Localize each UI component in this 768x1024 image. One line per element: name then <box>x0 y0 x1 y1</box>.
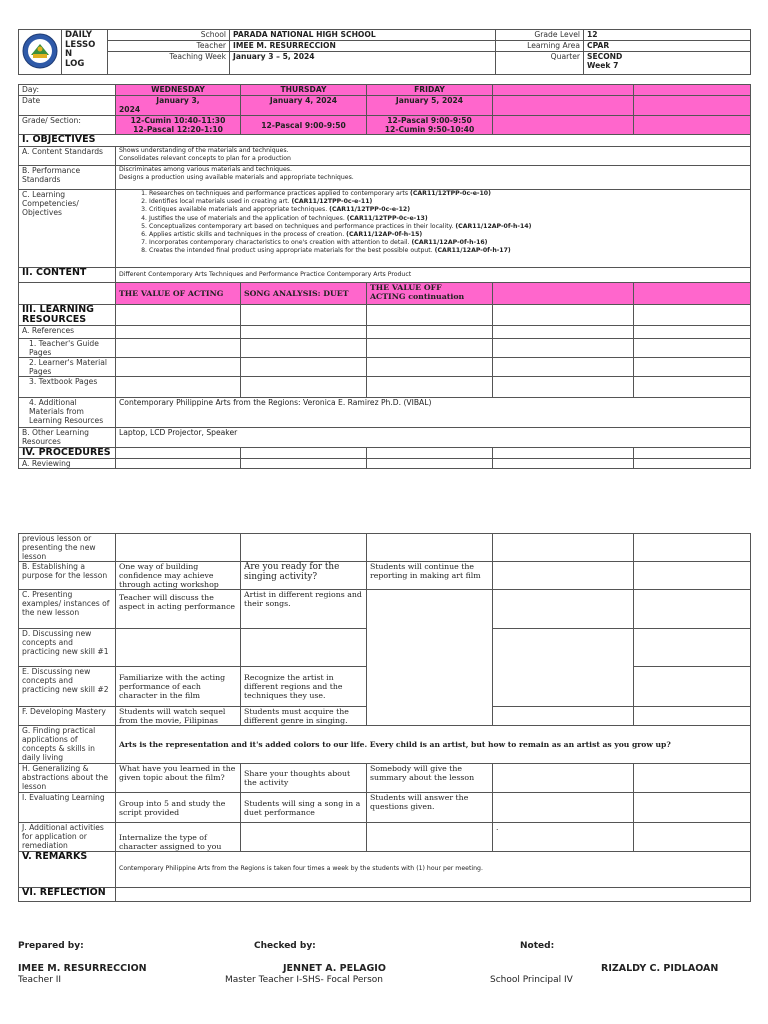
textbook-label: 3. Textbook Pages <box>19 377 116 398</box>
cell <box>634 629 751 667</box>
reflection-title: VI. REFLECTION <box>19 888 116 902</box>
cell <box>241 358 367 377</box>
cell <box>634 667 751 707</box>
performance-standards-label: B. Performance Standards <box>19 166 116 190</box>
cell <box>634 590 751 629</box>
teacher-label: Teacher <box>108 41 230 52</box>
generalizing-label: H. Generalizing & abstractions about the lesson <box>19 764 116 793</box>
prepared-title: Teacher II <box>18 975 62 985</box>
header-table <box>18 29 751 75</box>
learning-area-label: Learning Area <box>496 41 584 52</box>
cell <box>634 377 751 398</box>
cell <box>116 326 241 339</box>
cell <box>116 629 241 667</box>
cell <box>634 562 751 590</box>
reviewing-label: A. Reviewing <box>19 459 116 469</box>
cell <box>367 305 493 326</box>
cell <box>493 534 634 562</box>
cell <box>241 326 367 339</box>
content-title: II. CONTENT <box>19 268 116 283</box>
date-friday: January 5, 2024 <box>367 96 493 116</box>
purpose-wednesday: One way of building confidence may achieve through acting workshop <box>116 562 241 590</box>
competency-item: 4. Justifies the use of materials and the application of techniques. (CAR11/12TPP-0c-e-13) <box>149 215 747 223</box>
noted-label: Noted: <box>520 941 555 951</box>
competency-item: 8. Creates the intended final product using appropriate materials for the best possible output. (CAR11/12AP-0f-h-17) <box>149 247 747 255</box>
cell <box>493 764 634 793</box>
cell <box>241 459 367 469</box>
checked-title: Master Teacher I-SHS- Focal Person <box>225 975 384 985</box>
cell <box>634 448 751 459</box>
additional-materials-label: 4. Additional Materials from Learning Resources <box>19 398 116 428</box>
cell <box>241 629 367 667</box>
cell <box>634 339 751 358</box>
competencies-label: C. Learning Competencies/ Objectives <box>19 190 116 268</box>
references-label: A. References <box>19 326 116 339</box>
section-thursday: 12-Pascal 9:00-9:50 <box>241 116 367 135</box>
generalizing-friday: Somebody will give the summary about the lesson <box>367 764 493 793</box>
checked-name: JENNET A. PELAGIO <box>283 963 386 974</box>
topic-thursday: SONG ANALYSIS: DUET <box>241 283 367 305</box>
date-label: Date <box>19 96 116 116</box>
cell <box>493 377 634 398</box>
cell <box>367 339 493 358</box>
content-text: Different Contemporary Arts Techniques and Performance Practice Contemporary Arts Product <box>116 268 751 283</box>
learning-area-value: CPAR <box>584 41 751 52</box>
purpose-thursday: Are you ready for the singing activity? <box>241 562 367 590</box>
cell <box>634 534 751 562</box>
cell <box>116 339 241 358</box>
cell <box>241 339 367 358</box>
learners-material-label: 2. Learner's Material Pages <box>19 358 116 377</box>
cell <box>367 377 493 398</box>
cell <box>116 358 241 377</box>
cell <box>367 534 493 562</box>
evaluating-friday: Students will answer the questions given. <box>367 793 493 823</box>
school-seal-icon <box>21 32 59 70</box>
competencies-list <box>116 190 751 268</box>
cell <box>116 448 241 459</box>
purpose-friday: Students will continue the reporting in making art film <box>367 562 493 590</box>
friday-merged-cell <box>367 590 493 726</box>
discussing-2-wednesday: Familiarize with the acting performance of each character in the film <box>116 667 241 707</box>
prepared-by-label: Prepared by: <box>18 941 84 951</box>
col5-merged-cell <box>493 629 634 707</box>
reviewing-label-cont: previous lesson or presenting the new lesson <box>19 534 116 562</box>
competency-item: 3. Critiques available materials and appropriate techniques. (CAR11/12TPP-0c-e-12) <box>149 206 747 214</box>
noted-title: School Principal IV <box>490 975 573 985</box>
cell <box>493 459 634 469</box>
mastery-thursday: Students must acquire the different genre in singing. <box>241 707 367 726</box>
topic-wednesday: THE VALUE OF ACTING <box>116 283 241 305</box>
evaluating-wednesday: Group into 5 and study the script provided <box>116 793 241 823</box>
cell <box>634 707 751 726</box>
teaching-week-value: January 3 – 5, 2024 <box>230 52 496 75</box>
remarks-text: Contemporary Philippine Arts from the Regions is taken four times a week by the students with (1) hour per meeting. <box>116 852 751 888</box>
noted-name: RIZALDY C. PIDLAOAN <box>601 963 719 974</box>
cell <box>634 358 751 377</box>
checked-by-label: Checked by: <box>254 941 316 951</box>
section-friday: 12-Pascal 9:00-9:50 12-Cumin 9:50-10:40 <box>367 116 493 135</box>
other-resources-value: Laptop, LCD Projector, Speaker <box>116 428 751 448</box>
teacher-value: IMEE M. RESURRECCION <box>230 41 496 52</box>
resources-title: III. LEARNING RESOURCES <box>19 305 116 326</box>
topic-friday: THE VALUE OFF ACTING continuation <box>367 283 493 305</box>
generalizing-thursday: Share your thoughts about the activity <box>241 764 367 793</box>
cell <box>493 358 634 377</box>
performance-standards-text: Discriminates among various materials and techniques. Designs a production using available materials and appropriate techniques. <box>116 166 751 190</box>
grade-section-label: Grade/ Section: <box>19 116 116 135</box>
generalizing-wednesday: What have you learned in the given topic about the film? <box>116 764 241 793</box>
day-empty-2 <box>634 85 751 96</box>
prepared-name: IMEE M. RESURRECCION <box>18 963 147 974</box>
date-empty-1 <box>493 96 634 116</box>
date-empty-2 <box>634 96 751 116</box>
day-label: Day: <box>19 85 116 96</box>
cell <box>493 793 634 823</box>
competency-item: 5. Conceptualizes contemporary art based on techniques and performance practices in their locality. (CAR11/12AP-0f-h-14) <box>149 223 747 231</box>
day-empty-1 <box>493 85 634 96</box>
competency-item: 1. Researches on techniques and performance practices applied to contemporary arts (CAR11/12TPP-0c-e-10) <box>149 190 747 198</box>
cell <box>241 534 367 562</box>
discussing-1-label: D. Discussing new concepts and practicing new skill #1 <box>19 629 116 667</box>
presenting-thursday: Artist in different regions and their songs. <box>241 590 367 629</box>
day-thursday: THURSDAY <box>241 85 367 96</box>
section-wednesday: 12-Cumin 10:40-11:30 12-Pascal 12:20-1:10 <box>116 116 241 135</box>
additional-materials-value: Contemporary Philippine Arts from the Regions: Veronica E. Ramirez Ph.D. (VIBAL) <box>116 398 751 428</box>
remarks-title: V. REMARKS <box>19 852 116 888</box>
presenting-examples-label: C. Presenting examples/ instances of the new lesson <box>19 590 116 629</box>
cell <box>493 590 634 629</box>
topic-empty-1 <box>493 283 634 305</box>
cell <box>241 377 367 398</box>
additional-activities-label: J. Additional activities for application or remediation <box>19 823 116 852</box>
doc-label: DAILY LESSO N LOG <box>62 30 108 75</box>
procedures-title: IV. PROCEDURES <box>19 448 116 459</box>
cell <box>367 326 493 339</box>
developing-mastery-label: F. Developing Mastery <box>19 707 116 726</box>
content-standards-text: Shows understanding of the materials and techniques. Consolidates relevant concepts to plan for a production <box>116 147 751 166</box>
cell <box>367 823 493 852</box>
competency-item: 7. Incorporates contemporary characteristics to one's creation with attention to detail. (CAR11/12AP-0f-h-16) <box>149 239 747 247</box>
cell <box>634 823 751 852</box>
cell <box>493 305 634 326</box>
cell <box>116 459 241 469</box>
lesson-table-part1 <box>18 84 751 469</box>
teachers-guide-label: 1. Teacher's Guide Pages <box>19 339 116 358</box>
cell <box>241 448 367 459</box>
practical-applications-text: Arts is the representation and it's added colors to our life. Every child is an artist, but how to remain as an artist as you grow up? <box>116 726 751 764</box>
evaluating-label: I. Evaluating Learning <box>19 793 116 823</box>
evaluating-thursday: Students will sing a song in a duet performance <box>241 793 367 823</box>
cell <box>116 305 241 326</box>
cell <box>634 459 751 469</box>
additional-dot: . <box>493 823 634 852</box>
cell <box>241 823 367 852</box>
additional-wednesday: Internalize the type of character assigned to you <box>116 823 241 852</box>
date-thursday: January 4, 2024 <box>241 96 367 116</box>
competency-item: 6. Applies artistic skills and techniques in the process of creation. (CAR11/12AP-0f-h-15) <box>149 231 747 239</box>
discussing-2-label: E. Discussing new concepts and practicing new skill #2 <box>19 667 116 707</box>
school-logo-cell <box>19 30 62 75</box>
cell <box>367 358 493 377</box>
school-label: School <box>108 30 230 41</box>
presenting-wednesday: Teacher will discuss the aspect in acting performance <box>116 590 241 629</box>
teaching-week-label: Teaching Week <box>108 52 230 75</box>
school-value: PARADA NATIONAL HIGH SCHOOL <box>230 30 496 41</box>
grade-level-label: Grade Level <box>496 30 584 41</box>
cell <box>116 377 241 398</box>
cell <box>116 888 751 902</box>
date-wednesday: January 3, 2024 <box>116 96 241 116</box>
lesson-table-part2 <box>18 533 751 902</box>
establishing-purpose-label: B. Establishing a purpose for the lesson <box>19 562 116 590</box>
grade-level-value: 12 <box>584 30 751 41</box>
topic-empty-2 <box>634 283 751 305</box>
cell <box>634 793 751 823</box>
day-wednesday: WEDNESDAY <box>116 85 241 96</box>
cell <box>241 305 367 326</box>
section-empty-1 <box>493 116 634 135</box>
mastery-wednesday: Students will watch sequel from the movie, Filipinas <box>116 707 241 726</box>
competency-item: 2. Identifies local materials used in creating art. (CAR11/12TPP-0c-e-11) <box>149 198 747 206</box>
cell <box>634 326 751 339</box>
cell <box>367 459 493 469</box>
practical-applications-label: G. Finding practical applications of concepts & skills in daily living <box>19 726 116 764</box>
topic-empty-label <box>19 283 116 305</box>
other-resources-label: B. Other Learning Resources <box>19 428 116 448</box>
cell <box>367 448 493 459</box>
cell <box>493 326 634 339</box>
cell <box>116 534 241 562</box>
quarter-value: SECOND Week 7 <box>584 52 751 75</box>
cell <box>493 707 634 726</box>
objectives-title: I. OBJECTIVES <box>19 135 751 147</box>
cell <box>634 305 751 326</box>
content-standards-label: A. Content Standards <box>19 147 116 166</box>
cell <box>493 562 634 590</box>
cell <box>493 448 634 459</box>
quarter-label: Quarter <box>496 52 584 75</box>
discussing-2-thursday: Recognize the artist in different regions and the techniques they use. <box>241 667 367 707</box>
cell <box>634 764 751 793</box>
cell <box>493 339 634 358</box>
day-friday: FRIDAY <box>367 85 493 96</box>
section-empty-2 <box>634 116 751 135</box>
